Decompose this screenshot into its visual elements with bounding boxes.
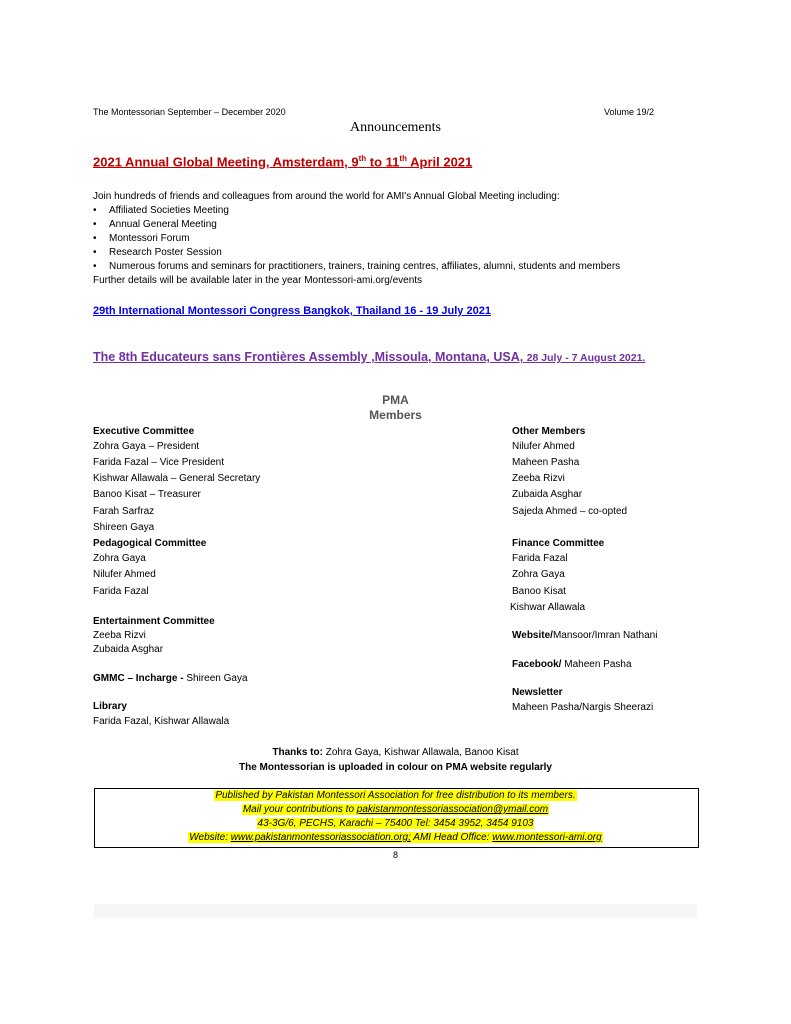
header-publication: The Montessorian September – December 2020: [93, 107, 286, 117]
pedagogical-committee-title: Pedagogical Committee: [93, 538, 207, 549]
website-credit: Website/Mansoor/Imran Nathani: [512, 630, 658, 641]
page-title: Announcements: [350, 120, 441, 135]
gmmc-incharge: GMMC – Incharge - Shireen Gaya: [93, 673, 248, 684]
thanks-line: Thanks to: Zohra Gaya, Kishwar Allawala, Banoo Kisat: [272, 747, 519, 758]
other-member: Zeeba Rizvi: [512, 473, 565, 484]
exec-member: Farah Sarfraz: [93, 506, 155, 517]
footer-address: 43-3G/6, PECHS, Karachi – 75400 Tel: 3454 3952, 3454 9103: [257, 818, 534, 829]
newsletter-title: Newsletter: [512, 687, 563, 698]
exec-member: Banoo Kisat – Treasurer: [93, 489, 201, 500]
pedagogical-member: Nilufer Ahmed: [93, 569, 156, 580]
pma-title: [0, 393, 791, 423]
pma-title-line1: PMA: [382, 393, 409, 407]
scan-smudge: [94, 904, 697, 918]
other-member: Nilufer Ahmed: [512, 441, 575, 452]
entertainment-member: Zeeba Rizvi: [93, 630, 146, 641]
newsletter-members: Maheen Pasha/Nargis Sheerazi: [512, 702, 654, 713]
footer-mail: Mail your contributions to pakistanmontessoriassociation@ymail.com: [242, 804, 549, 815]
email-link[interactable]: pakistanmontessoriassociation@ymail.com: [356, 804, 549, 815]
agm-intro: Join hundreds of friends and colleagues from around the world for AMI's Annual Global Meeting including:: [93, 191, 560, 202]
library-title: Library: [93, 701, 127, 712]
list-item: • Research Poster Session: [93, 246, 620, 260]
entertainment-committee-title: Entertainment Committee: [93, 616, 215, 627]
list-item: • Annual General Meeting: [93, 218, 620, 232]
entertainment-member: Zubaida Asghar: [93, 644, 164, 655]
other-member: Zubaida Asghar: [512, 489, 583, 500]
other-member: Sajeda Ahmed – co-opted: [512, 506, 628, 517]
pma-website-link[interactable]: www.pakistanmontessoriassociation.org;: [230, 832, 411, 843]
list-item: • Affiliated Societies Meeting: [93, 204, 620, 218]
footer-website: Website: www.pakistanmontessoriassociation.org; AMI Head Office: www.montessori-ami.org: [189, 832, 602, 843]
esf-heading: The 8th Educateurs sans Frontières Assembly ,Missoula, Montana, USA, 28 July - 7 August 2021.: [93, 350, 646, 364]
agm-heading: 2021 Annual Global Meeting, Amsterdam, 9th to 11th April 2021: [93, 154, 473, 170]
finance-committee-title: Finance Committee: [512, 538, 605, 549]
finance-member: Zohra Gaya: [512, 569, 565, 580]
pedagogical-member: Farida Fazal: [93, 586, 149, 597]
list-item: • Numerous forums and seminars for practitioners, trainers, training centres, affiliates, alumni, students and members: [93, 260, 620, 274]
header-volume: Volume 19/2: [604, 107, 655, 117]
exec-member: Zohra Gaya – President: [93, 441, 200, 452]
pma-title-line2: Members: [369, 408, 422, 422]
agm-bullet-list: [93, 204, 620, 274]
exec-member: Farida Fazal – Vice President: [93, 457, 224, 468]
other-member: Maheen Pasha: [512, 457, 580, 468]
finance-member: Farida Fazal: [512, 553, 568, 564]
upload-notice: The Montessorian is uploaded in colour on PMA website regularly: [238, 762, 552, 773]
exec-member: Kishwar Allawala – General Secretary: [93, 473, 261, 484]
agm-further-details: Further details will be available later in the year Montessori-ami.org/events: [93, 275, 423, 286]
pedagogical-member: Zohra Gaya: [93, 553, 146, 564]
finance-member: Kishwar Allawala: [510, 602, 586, 613]
list-item: • Montessori Forum: [93, 232, 620, 246]
footer-published: Published by Pakistan Montessori Association for free distribution to its members.: [215, 790, 576, 801]
page-number: 8: [392, 850, 398, 860]
library-members: Farida Fazal, Kishwar Allawala: [93, 716, 230, 727]
ami-website-link[interactable]: www.montessori-ami.org: [492, 832, 602, 843]
finance-member: Banoo Kisat: [512, 586, 566, 597]
facebook-credit: Facebook/ Maheen Pasha: [512, 659, 632, 670]
congress-link[interactable]: 29th International Montessori Congress Bangkok, Thailand 16 - 19 July 2021: [93, 305, 491, 317]
exec-committee-title: Executive Committee: [93, 426, 195, 437]
other-members-title: Other Members: [512, 426, 586, 437]
exec-member: Shireen Gaya: [93, 522, 155, 533]
